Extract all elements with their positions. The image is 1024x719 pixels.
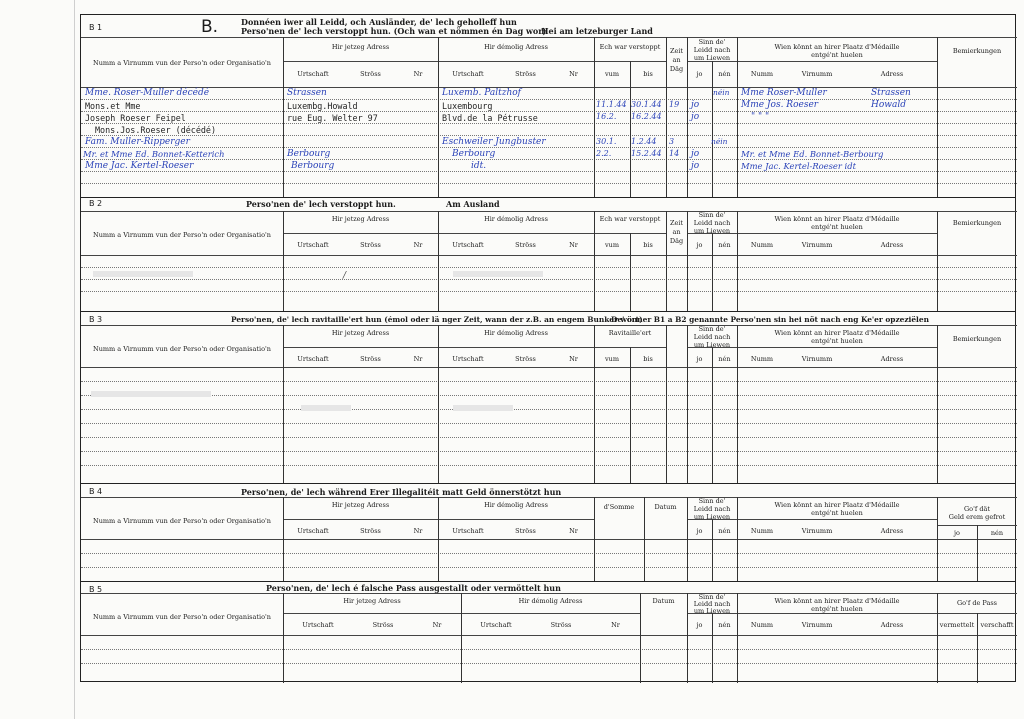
- b1-nr-2: Nr: [569, 70, 578, 78]
- entry-row5-to: 1.2.44: [631, 137, 657, 146]
- b3-yes-header: jo: [696, 355, 703, 363]
- entry-row1-medal-address: Strassen: [871, 88, 911, 98]
- b5-datum-header: Datum: [652, 597, 675, 605]
- b4-addr-then-header: Hir démolig Adress: [484, 501, 548, 509]
- b3-stross-1: Ströss: [360, 355, 381, 363]
- entry-row2-now: Luxembg.Howald: [287, 101, 358, 111]
- b5-stross-2: Ströss: [550, 621, 572, 629]
- b2-yes-header: jo: [696, 241, 703, 249]
- b5-pass-header: Go'f de Pass: [956, 599, 998, 607]
- b3-faint-mark-3: [453, 405, 513, 411]
- b2-to-header: bis: [643, 241, 653, 249]
- b5-yes-header: jo: [696, 621, 703, 629]
- b4-urtschaft-2: Urtschaft: [452, 527, 484, 535]
- section-code-b1: B 1: [89, 23, 103, 32]
- entry-row3-now: rue Eug. Welter 97: [287, 113, 378, 123]
- entry-row1-yes: jo: [691, 100, 700, 110]
- entry-row4-name: Mons.Jos.Roeser (décédé): [95, 125, 217, 135]
- b4-urtschaft-1: Urtschaft: [297, 527, 329, 535]
- b3-urtschaft-1: Urtschaft: [297, 355, 329, 363]
- form-letter: B.: [201, 17, 219, 37]
- b5-numm-header: Numm: [750, 621, 774, 629]
- b3-virnumm-header: Virnumm: [801, 355, 833, 363]
- b4-sum-header: d'Somme: [603, 503, 635, 511]
- b1-addr-then-sub: [438, 61, 594, 62]
- b1-numm-header: Numm: [750, 70, 774, 78]
- b3-title-right: De' önner B1 a B2 genannte Perso'nen sin hei nöt nach eng Ke'er opzeziëlen: [611, 315, 929, 324]
- entry-row7-medal: Mme Jac. Kertel-Roeser idt: [741, 161, 856, 171]
- b1-addr-then-header: Hir démolig Adress: [484, 43, 548, 51]
- b2-title: Perso'nen de' lech verstoppt hun.: [246, 199, 396, 209]
- questionnaire-form-b: [80, 14, 1016, 682]
- entry-row1-medal-name: Mme Roser-Muller: [741, 88, 827, 98]
- entry-row2-name: Mons.et Mme: [85, 101, 141, 111]
- b1-days-2: an: [672, 56, 681, 64]
- b1-adress-header: Adress: [880, 70, 904, 78]
- entry-row6-from: 2.2.: [596, 149, 612, 158]
- b1-no-header: nén: [718, 70, 731, 78]
- b4-adress-header: Adress: [880, 527, 904, 535]
- b4-addr-now-header: Hir jetzeg Adress: [331, 501, 390, 509]
- b2-nr-2: Nr: [569, 241, 578, 249]
- b1-urtschaft-1: Urtschaft: [297, 70, 329, 78]
- entry-row1-no: néin: [713, 88, 730, 97]
- entry-row7-name: Mme Jac. Kertel-Roeser: [85, 161, 194, 171]
- b4-numm-header: Numm: [750, 527, 774, 535]
- b3-to-header: bis: [643, 355, 653, 363]
- b1-suffered-1: Sinn de': [698, 38, 726, 46]
- b3-suffered-2: Leidd nach: [693, 333, 731, 341]
- entry-row6-old: Berbourg: [452, 149, 496, 159]
- b3-remarks-header: Bemierkungen: [952, 335, 1002, 343]
- entry-row1-to: 30.1.44: [631, 100, 662, 109]
- b4-virnumm-header: Virnumm: [801, 527, 833, 535]
- entry-row7-yes: jo: [691, 161, 700, 171]
- b3-medal-header-2: entgé'nt huelen: [811, 337, 863, 345]
- section-code-b5: B 5: [89, 585, 103, 594]
- b3-adress-header: Adress: [880, 355, 904, 363]
- b3-urtschaft-2: Urtschaft: [452, 355, 484, 363]
- b3-faint-mark-1: [91, 391, 211, 397]
- entry-row1-from: 11.1.44: [596, 100, 627, 109]
- b1-hidden-header: Ech war verstoppt: [599, 43, 661, 51]
- b4-stross-1: Ströss: [360, 527, 381, 535]
- b5-medal-header-2: entgé'nt huelen: [811, 605, 863, 613]
- b2-numm-header: Numm: [750, 241, 774, 249]
- b5-name-column-header: Numm a Virnumm vun der Perso'n oder Organisatio'n: [93, 613, 271, 621]
- b3-suffered-1: Sinn de': [698, 325, 726, 333]
- entry-row5-no: néin: [711, 137, 728, 146]
- entry-row1-days: 19: [669, 100, 680, 109]
- entry-row1-name: Mme. Roser-Muller décédé: [85, 88, 210, 98]
- entry-row6-to: 15.2.44: [631, 149, 662, 158]
- b5-suffered-1: Sinn de': [698, 593, 726, 601]
- b3-addr-then-header: Hir démolig Adress: [484, 329, 548, 337]
- b1-virnumm-header: Virnumm: [801, 70, 833, 78]
- entry-row5-name: Fam. Muller-Ripperger: [85, 137, 190, 147]
- b3-faint-mark-2: [301, 405, 351, 411]
- b5-addr-now-header: Hir jetzeg Adress: [343, 597, 401, 605]
- b4-nr-2: Nr: [569, 527, 578, 535]
- section-code-b3: B 3: [89, 315, 103, 324]
- b4-stross-2: Ströss: [515, 527, 536, 535]
- b3-ravit-header: Ravitaille'ert: [608, 329, 652, 337]
- section-code-b2: B 2: [89, 199, 103, 208]
- b2-days-2: an: [672, 228, 681, 236]
- b2-medal-header-2: entgé'nt huelen: [811, 223, 863, 231]
- b4-money-header-2: Geld erem gefrot: [948, 513, 1006, 521]
- b2-urtschaft-2: Urtschaft: [452, 241, 484, 249]
- b5-virnumm-header: Virnumm: [801, 621, 833, 629]
- b2-days-1: Zeit: [669, 219, 684, 227]
- b2-faint-mark-2: [453, 271, 543, 277]
- b5-no-header: nén: [718, 621, 731, 629]
- b2-addr-then-header: Hir démolig Adress: [484, 215, 548, 223]
- b4-money-yes: jo: [954, 529, 960, 537]
- b2-stross-1: Ströss: [360, 241, 381, 249]
- b4-money-no: nén: [990, 529, 1004, 537]
- entry-row6-days: 14: [669, 149, 680, 158]
- b2-days-3: Däg: [669, 237, 684, 245]
- b5-nr-1: Nr: [432, 621, 442, 629]
- b5-verschafft-header: verschafft: [980, 621, 1014, 629]
- entry-row5-old: Eschweiler Jungbuster: [442, 137, 546, 147]
- b1-remarks-header: Bemierkungen: [952, 47, 1002, 55]
- b2-medal-header-1: Wien könnt an hirer Plaatz d'Médaille: [774, 215, 900, 223]
- b3-medal-header-1: Wien könnt an hirer Plaatz d'Médaille: [774, 329, 900, 337]
- b1-nr-1: Nr: [413, 70, 423, 78]
- form-title-right: Hei am letzeburger Land: [541, 26, 653, 36]
- b3-name-column-header: Numm a Virnumm vun der Perso'n oder Organisatio'n: [93, 345, 271, 353]
- b5-adress-header: Adress: [880, 621, 904, 629]
- b5-vermettelt-header: vermettelt: [939, 621, 975, 629]
- b5-suffered-2: Leidd nach: [693, 600, 731, 608]
- entry-row2-old: Luxembourg: [442, 101, 493, 111]
- entry-row3-name: Joseph Roeser Feipel: [85, 113, 186, 123]
- b1-stross-1: Ströss: [360, 70, 381, 78]
- entry-row1-urtschaft: Strassen: [287, 88, 327, 98]
- entry-row3-from: 16.2.: [596, 112, 617, 121]
- b1-suffered-2: Leidd nach: [693, 46, 731, 54]
- b3-no-header: nén: [718, 355, 731, 363]
- b1-urtschaft-2: Urtschaft: [452, 70, 484, 78]
- b1-name-column-header: Numm a Virnumm vun der Perso'n oder Organisatio'n: [93, 59, 271, 67]
- b2-no-header: nén: [718, 241, 731, 249]
- b3-stross-2: Ströss: [515, 355, 536, 363]
- b2-slash: /: [343, 271, 347, 281]
- b2-hidden-header: Ech war verstoppt: [599, 215, 661, 223]
- b3-nr-2: Nr: [569, 355, 578, 363]
- b1-addr-now-sub: [283, 61, 438, 62]
- b1-addr-now-header: Hir jetzeg Adress: [331, 43, 390, 51]
- b1-medal-header-1: Wien könnt an hirer Plaatz d'Médaille: [774, 43, 900, 51]
- b2-urtschaft-1: Urtschaft: [297, 241, 329, 249]
- b3-from-header: vum: [604, 355, 620, 363]
- entry-row6-yes: jo: [691, 149, 700, 159]
- b4-yes-header: jo: [696, 527, 703, 535]
- b4-suffered-1: Sinn de': [698, 497, 726, 505]
- b1-medal-header-2: entgé'nt huelen: [811, 51, 863, 59]
- b2-stross-2: Ströss: [515, 241, 536, 249]
- b2-suffered-2: Leidd nach: [693, 219, 731, 227]
- b2-adress-header: Adress: [880, 241, 904, 249]
- b4-suffered-3: um Liewen: [693, 513, 731, 521]
- entry-row6-name: Mr. et Mme Ed. Bonnet-Ketterich: [83, 149, 225, 159]
- b5-medal-header-1: Wien könnt an hirer Plaatz d'Médaille: [774, 597, 900, 605]
- b5-stross-1: Ströss: [372, 621, 394, 629]
- b4-datum-header: Datum: [654, 503, 677, 511]
- b1-yes-header: jo: [696, 70, 703, 78]
- b4-suffered-2: Leidd nach: [693, 505, 731, 513]
- b4-name-column-header: Numm a Virnumm vun der Perso'n oder Organisatio'n: [93, 517, 271, 525]
- b2-suffered-1: Sinn de': [698, 211, 726, 219]
- entry-row2-medal-address: Howald: [871, 100, 906, 110]
- b4-money-header-1: Go'f dät: [963, 505, 990, 513]
- entry-row7-now: Berbourg: [291, 161, 335, 171]
- b3-title: Perso'nen, de' lech ravitaille'ert hun (émol oder lä nger Zeit, wann der z.B. an engem Bunker wort): [231, 315, 643, 324]
- form-title-line2: Perso'nen de' lech verstoppt hun. (Och wan et nömmen én Dag wor): [241, 26, 547, 36]
- b2-from-header: vum: [604, 241, 620, 249]
- entry-row3-old: Blvd.de la Pétrusse: [442, 113, 538, 123]
- b5-suffered-3: um Liewen: [693, 607, 731, 615]
- b4-nr-1: Nr: [413, 527, 423, 535]
- b2-title-right: Am Ausland: [446, 199, 500, 209]
- b1-header-top: [81, 37, 1017, 38]
- b5-urtschaft-1: Urtschaft: [302, 621, 334, 629]
- b2-virnumm-header: Virnumm: [801, 241, 833, 249]
- entry-row1-old-address: Luxemb. Paltzhof: [442, 88, 521, 98]
- entry-row5-from: 30.1.: [596, 137, 617, 146]
- b5-nr-2: Nr: [611, 621, 620, 629]
- b5-addr-then-header: Hir démolig Adress: [518, 597, 583, 605]
- b4-medal-header-2: entgé'nt huelen: [811, 509, 863, 517]
- b2-addr-now-header: Hir jetzeg Adress: [331, 215, 390, 223]
- form-title-line1: Donnéen iwer all Leidd, och Ausländer, de' lech geholleff hun: [241, 17, 517, 27]
- b2-suffered-3: um Liewen: [693, 227, 731, 235]
- paper-fold-line: [74, 0, 75, 719]
- entry-row7-old: idt.: [471, 161, 487, 171]
- b1-stross-2: Ströss: [515, 70, 536, 78]
- b4-title: Perso'nen, de' lech während Erer Illegalitéit matt Geld önnerstötzt hun: [241, 487, 562, 497]
- b4-medal-header-1: Wien könnt an hirer Plaatz d'Médaille: [774, 501, 900, 509]
- entry-row3-quote: " " ": [751, 112, 770, 122]
- b1-suffered-3: um Liewen: [693, 54, 731, 62]
- b1-days-3: Däg: [669, 65, 684, 73]
- entry-row3-to: 16.2.44: [631, 112, 662, 121]
- b4-no-header: nén: [718, 527, 731, 535]
- b5-urtschaft-2: Urtschaft: [480, 621, 512, 629]
- b5-title: Perso'nen, de' lech é falsche Pass ausgestallt oder vermöttelt hun: [266, 583, 561, 593]
- b3-nr-1: Nr: [413, 355, 423, 363]
- b3-numm-header: Numm: [750, 355, 774, 363]
- b1-medal-sub: [737, 61, 937, 62]
- b3-addr-now-header: Hir jetzeg Adress: [331, 329, 390, 337]
- section-code-b4: B 4: [89, 487, 103, 496]
- b1-from-header: vum: [604, 70, 620, 78]
- b2-name-column-header: Numm a Virnumm vun der Perso'n oder Organisatio'n: [93, 231, 271, 239]
- b1-days-1: Zeit: [669, 47, 684, 55]
- b1-to-header: bis: [643, 70, 653, 78]
- b2-remarks-header: Bemierkungen: [952, 219, 1002, 227]
- b2-faint-mark-1: [93, 271, 193, 277]
- entry-row6-now: Berbourg: [287, 149, 331, 159]
- b3-suffered-3: um Liewen: [693, 341, 731, 349]
- entry-row6-medal: Mr. et Mme Ed. Bonnet-Berbourg: [741, 149, 884, 159]
- entry-row3-yes: jo: [691, 112, 700, 122]
- b2-nr-1: Nr: [413, 241, 423, 249]
- entry-row5-days: 3: [669, 137, 675, 146]
- entry-row2-medal-name: Mme Jos. Roeser: [741, 100, 819, 110]
